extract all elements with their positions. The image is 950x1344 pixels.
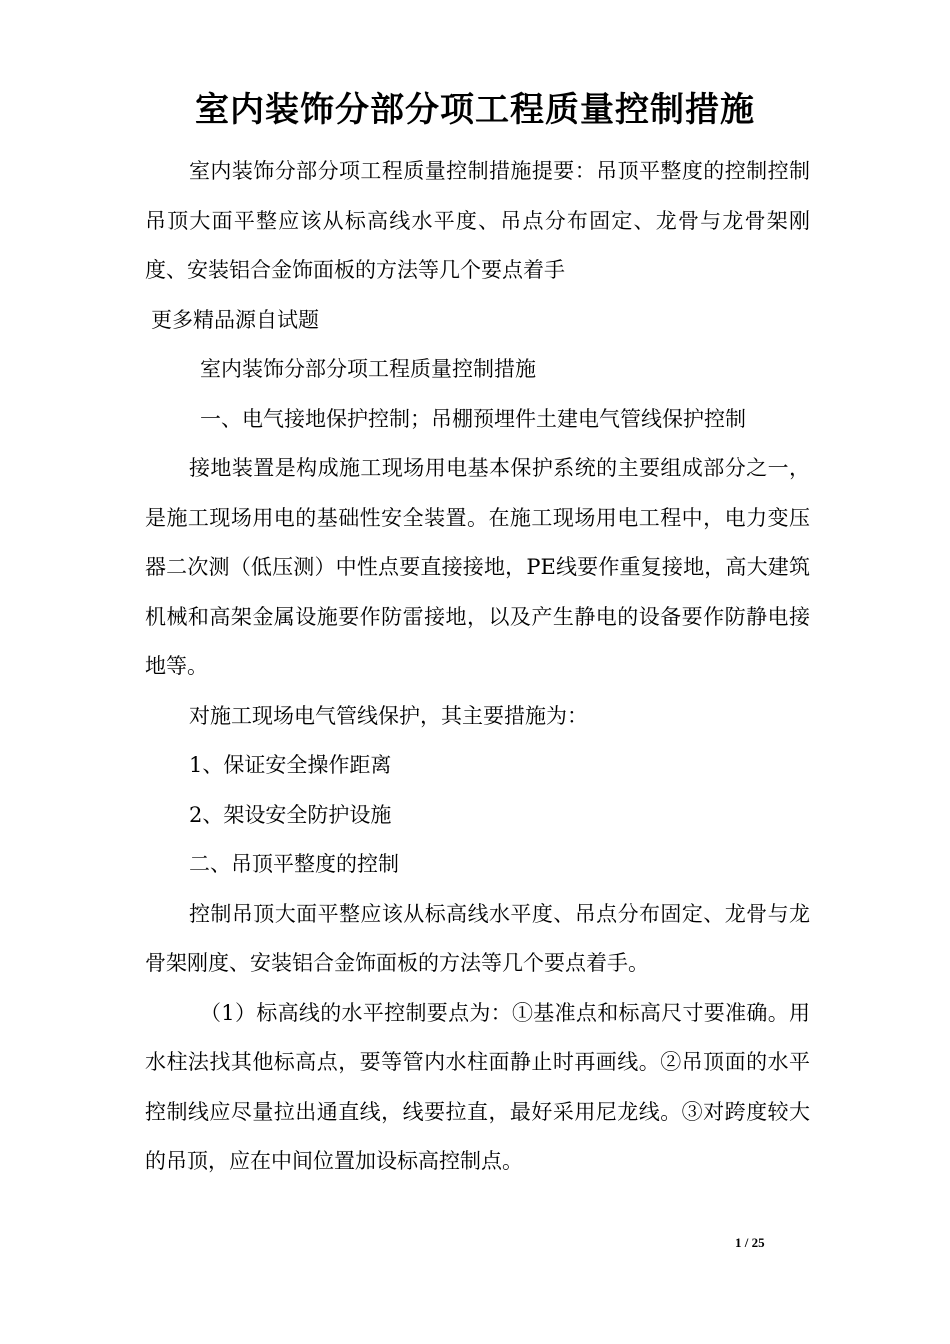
list-item: 1、保证安全操作距离 xyxy=(189,753,392,777)
body-paragraph: 控制吊顶大面平整应该从标高线水平度、吊点分布固定、龙骨与龙骨架刚度、安装铝合金饰面板的方法等几个要点着手。 xyxy=(145,901,810,975)
body-paragraph: 接地装置是构成施工现场用电基本保护系统的主要组成部分之一，是施工现场用电的基础性安全装置。在施工现场用电工程中，电力变压器二次测（低压测）中性点要直接接地，PE线要作重复接地，高大建筑机械和高架金属设施要作防雷接地，以及产生静电的设备要作防静电接地等。 xyxy=(145,456,810,678)
source-note: 更多精品源自试题 xyxy=(151,307,319,332)
list-item: 2、架设安全防护设施 xyxy=(189,802,392,827)
body-paragraph: 对施工现场电气管线保护，其主要措施为： xyxy=(189,703,588,728)
subsection-heading-1: 一、电气接地保护控制；吊棚预埋件土建电气管线保护控制 xyxy=(200,406,746,431)
body-paragraph: （1）标高线的水平控制要点为：①基准点和标高尺寸要准确。用水柱法找其他标高点，要等管内水柱面静止时再画线。②吊顶面的水平控制线应尽量拉出通直线，线要拉直，最好采用尼龙线。③对跨度较大的吊顶，应在中间位置加设标高控制点。 xyxy=(145,1000,810,1173)
page-number: 1 / 25 xyxy=(735,1235,765,1250)
document-body xyxy=(145,147,810,1187)
subsection-heading-2: 二、吊顶平整度的控制 xyxy=(189,852,399,876)
summary-paragraph: 室内装饰分部分项工程质量控制措施提要：吊顶平整度的控制控制吊顶大面平整应该从标高线水平度、吊点分布固定、龙骨与龙骨架刚度、安装铝合金饰面板的方法等几个要点着手 xyxy=(145,159,810,282)
document-title: 室内装饰分部分项工程质量控制措施 xyxy=(195,90,755,130)
section-heading: 室内装饰分部分项工程质量控制措施 xyxy=(200,357,536,381)
